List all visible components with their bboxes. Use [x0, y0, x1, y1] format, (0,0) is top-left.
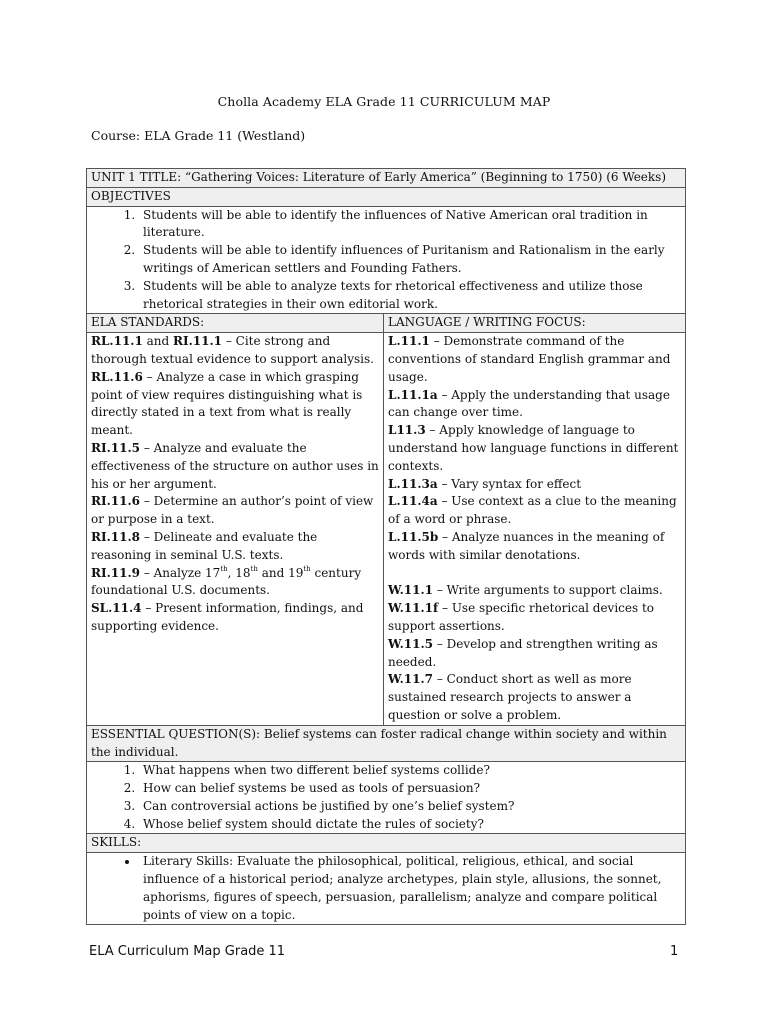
language-code: L.11.1: [388, 334, 430, 349]
language-entry: [388, 529, 681, 565]
page-title: Cholla Academy ELA Grade 11 CURRICULUM MAP: [217, 94, 551, 109]
language-entry: [388, 387, 681, 423]
ordinal-suffix: th: [220, 564, 228, 573]
question-item: 2. How can belief systems be used as tools of persuasion?: [139, 780, 681, 798]
objectives-header: OBJECTIVES: [91, 188, 171, 203]
essential-question-header: ESSENTIAL QUESTION(S): Belief systems can foster radical change within society and within the individual.: [91, 726, 667, 759]
standard-entry: [91, 369, 379, 440]
language-text: – Use context as a clue to the meaning of a word or phrase.: [388, 494, 677, 527]
question-item: 4. Whose belief system should dictate the rules of society?: [139, 816, 681, 834]
course-line: Course: ELA Grade 11 (Westland): [91, 128, 306, 143]
language-text: – Vary syntax for effect: [437, 476, 582, 491]
language-text: – Apply knowledge of language to understand how language functions in different contexts.: [388, 423, 679, 473]
essential-question-list: [91, 762, 681, 833]
standard-entry: [91, 565, 379, 601]
skills-header-cell: [87, 834, 686, 853]
objectives-list: [91, 207, 681, 314]
standard-code: RI.11.8: [91, 529, 140, 544]
standards-header: ELA STANDARDS:: [91, 315, 205, 330]
unit-title: UNIT 1 TITLE: “Gathering Voices: Literature of Early America” (Beginning to 1750) (6 Weeks): [91, 170, 667, 184]
skills-list: [91, 853, 681, 924]
objectives-cell: [87, 206, 686, 314]
standard-text: , 18: [227, 565, 251, 580]
writing-code: W.11.1: [388, 583, 434, 598]
unit-title-cell: [87, 169, 686, 188]
language-entry: [388, 476, 681, 494]
standard-text: – Analyze a case in which grasping point of view requires distinguishing what is directly stated in a text from what is really meant.: [91, 369, 363, 438]
language-text: – Demonstrate command of the conventions of standard English grammar and usage.: [388, 334, 671, 384]
standard-code: RI.11.9: [91, 565, 140, 580]
language-header: LANGUAGE / WRITING FOCUS:: [388, 315, 586, 330]
question-item: 1. What happens when two different belief systems collide?: [139, 762, 681, 780]
standard-code: RI.11.5: [91, 440, 140, 455]
standard-entry: [91, 600, 379, 636]
standard-code: RL.11.1: [91, 334, 143, 349]
language-code: L.11.4a: [388, 494, 438, 509]
standard-code: RI.11.6: [91, 494, 140, 509]
standard-text: – Determine an author’s point of view or purpose in a text.: [91, 494, 374, 527]
ordinal-suffix: th: [303, 564, 311, 573]
language-entry: [388, 493, 681, 529]
language-code: L.11.1a: [388, 387, 438, 402]
standard-code: SL.11.4: [91, 601, 142, 616]
standard-entry: [91, 440, 379, 493]
standard-text: – Analyze 17: [140, 565, 221, 580]
question-item: 3. Can controversial actions be justified by one’s belief system?: [139, 798, 681, 816]
standard-text: and 19: [257, 565, 304, 580]
ordinal-suffix: th: [250, 564, 258, 573]
writing-text: – Use specific rhetorical devices to support assertions.: [388, 601, 654, 633]
standards-cell: [87, 333, 384, 726]
standard-text: century foundational U.S. documents.: [91, 565, 362, 598]
standard-code: RL.11.6: [91, 369, 143, 384]
standard-entry: [91, 529, 379, 565]
objective-item: 2. Students will be able to identify influences of Puritanism and Rationalism in the early writings of American settlers and Founding Fathers.: [139, 242, 681, 278]
skills-cell: [87, 853, 686, 925]
standard-text: – Analyze and evaluate the effectiveness of the structure on author uses in his or her argument.: [91, 440, 379, 491]
writing-entry: [388, 636, 681, 672]
writing-code: W.11.5: [388, 636, 434, 651]
spacer: [388, 565, 681, 583]
objectives-header-cell: [87, 187, 686, 206]
standards-header-cell: [87, 314, 384, 333]
essential-items-cell: [87, 762, 686, 834]
writing-code: W.11.1f: [388, 601, 439, 616]
writing-code: W.11.7: [388, 672, 434, 687]
language-code: L.11.3a: [388, 476, 438, 491]
standard-code: RI.11.1: [173, 334, 223, 349]
writing-text: – Write arguments to support claims.: [433, 583, 663, 598]
language-header-cell: [384, 314, 686, 333]
essential-question-cell: [87, 725, 686, 762]
standard-conj: and: [142, 334, 174, 349]
language-entry: [388, 333, 681, 386]
standard-entry: [91, 333, 379, 369]
language-text: – Apply the understanding that usage can change over time.: [388, 387, 670, 420]
objective-item: 3. Students will be able to analyze texts for rhetorical effectiveness and utilize those rhetorical strategies in their own editorial work.: [139, 278, 681, 314]
footer-title: ELA Curriculum Map Grade 11: [89, 944, 286, 959]
skill-item: • Literary Skills: Evaluate the philosophical, political, religious, ethical, and social influence of a historical period; analyze archetypes, plain style, allusions, the sonnet, aphorisms, figures of speech, persuasion, parallelism; analyze and compare political points of view on a topic.: [139, 853, 681, 924]
writing-text: – Develop and strengthen writing as needed.: [388, 636, 658, 669]
language-code: L11.3: [388, 423, 426, 438]
writing-entry: [388, 582, 681, 600]
writing-text: – Conduct short as well as more sustained research projects to answer a question or solve a problem.: [388, 672, 632, 722]
standard-text: – Delineate and evaluate the reasoning in seminal U.S. texts.: [91, 529, 318, 562]
writing-entry: [388, 600, 681, 636]
writing-entry: [388, 671, 681, 724]
skills-header: SKILLS:: [91, 835, 142, 850]
language-code: L.11.5b: [388, 529, 439, 544]
standard-entry: [91, 493, 379, 529]
standard-text: – Present information, findings, and supporting evidence.: [91, 601, 364, 633]
page-number: 1: [670, 944, 679, 959]
language-cell: [384, 333, 686, 726]
objective-item: 1. Students will be able to identify the influences of Native American oral tradition in literature.: [139, 207, 681, 243]
standard-text: – Cite strong and thorough textual evidence to support analysis.: [91, 334, 374, 366]
language-text: – Analyze nuances in the meaning of words with similar denotations.: [388, 529, 665, 562]
language-entry: [388, 422, 681, 475]
curriculum-table: [86, 168, 686, 925]
